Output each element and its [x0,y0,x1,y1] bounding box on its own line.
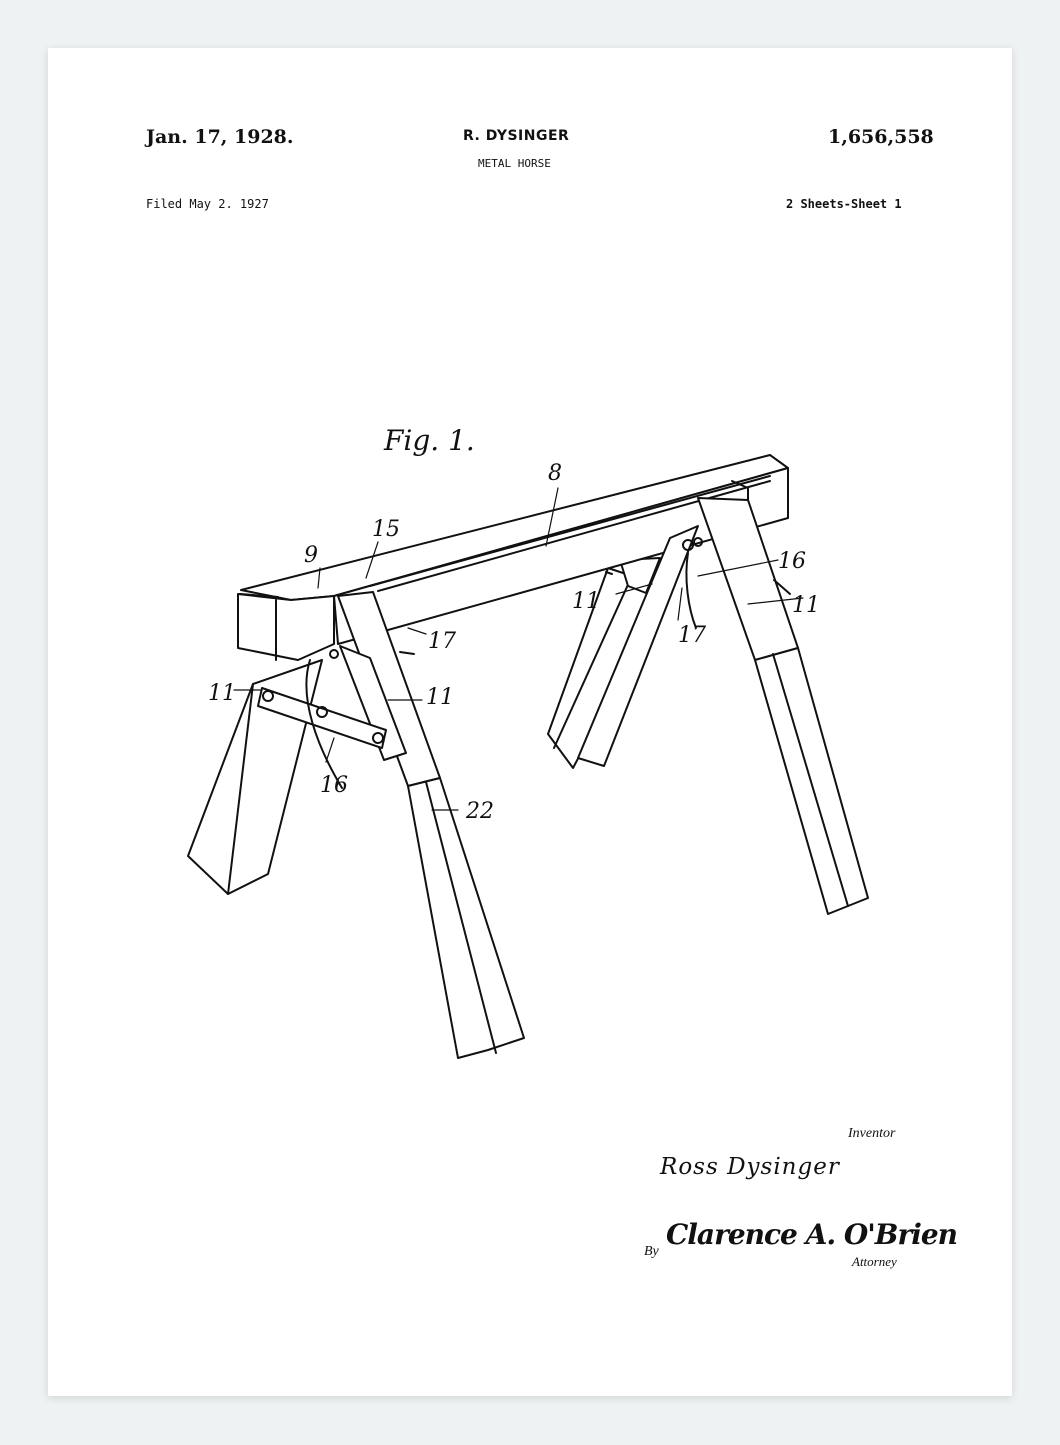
inventor-label: Inventor [848,1126,896,1141]
ref-9: 9 [304,543,318,568]
filed-date: Filed May 2. 1927 [146,197,269,211]
by-label: By [644,1244,659,1259]
sheet-count: 2 Sheets-Sheet 1 [786,197,902,211]
ref-8: 8 [548,461,562,486]
ref-11-right-inner: 11 [572,589,600,614]
attorney-signature: Clarence A. O'Brien [666,1218,958,1251]
ref-11-right-outer: 11 [792,593,820,618]
leg-left-front [338,592,524,1058]
attorney-label: Attorney [852,1254,897,1269]
ref-16-left: 16 [320,773,348,798]
ref-11-left-outer: 11 [208,681,236,706]
ref-17-left: 17 [428,629,456,654]
patent-title: METAL HORSE [478,157,551,170]
ref-11-left-front: 11 [426,685,454,710]
ref-15: 15 [372,517,400,542]
sawhorse-drawing [48,48,1012,1396]
patent-date: Jan. 17, 1928. [146,126,294,148]
inventor-surname: R. DYSINGER [463,128,570,144]
ref-22: 22 [466,799,494,824]
figure-label: Fig. 1. [384,424,475,457]
patent-number: 1,656,558 [828,126,934,148]
inventor-signature: Ross Dysinger [660,1154,840,1180]
patent-sheet [48,48,1012,1396]
ref-17-right: 17 [678,623,706,648]
ref-16-right: 16 [778,549,806,574]
